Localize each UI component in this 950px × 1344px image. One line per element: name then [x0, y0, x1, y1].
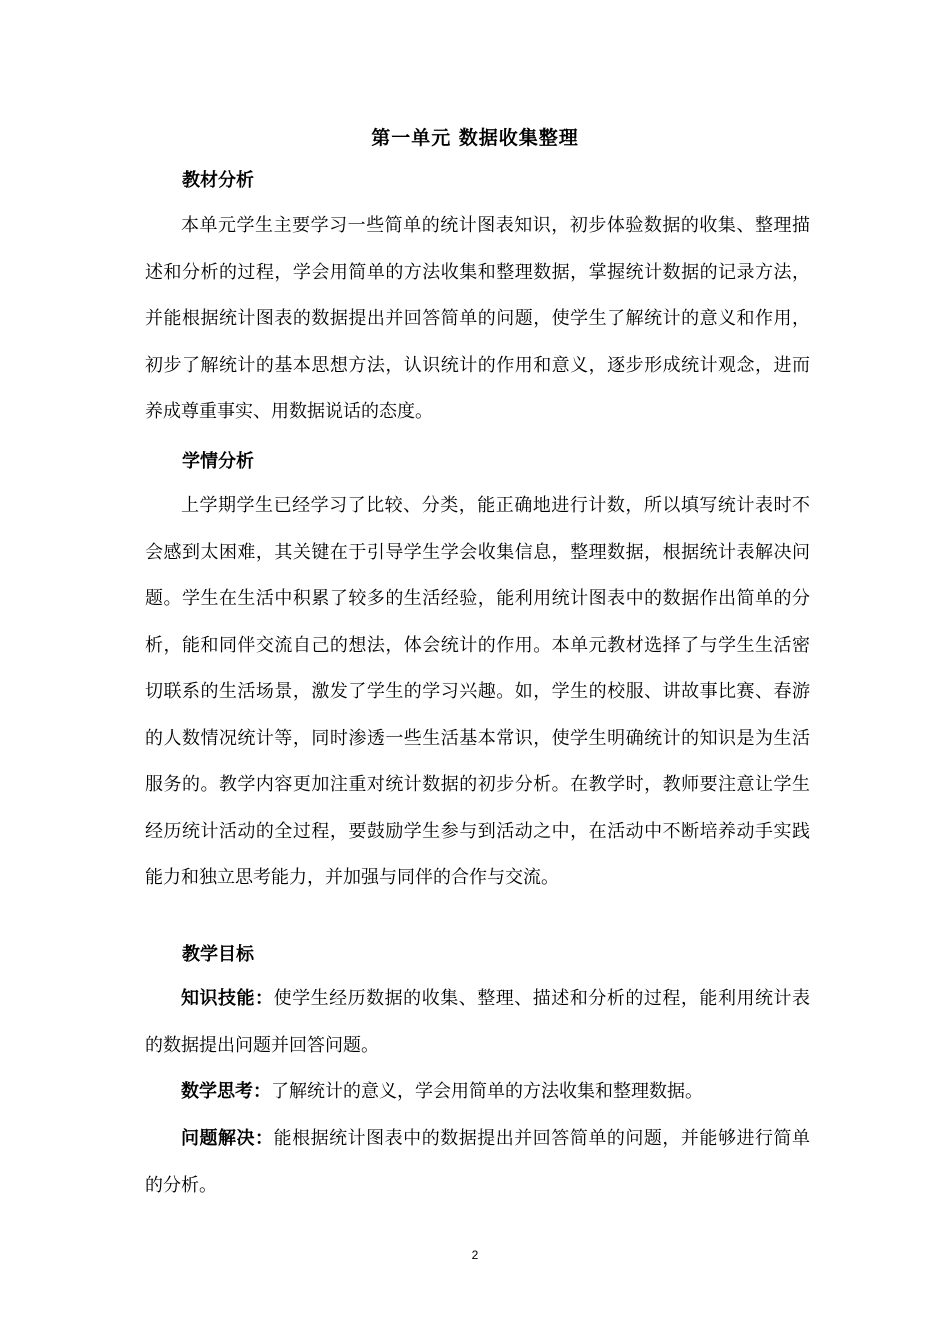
- page-number: 2: [471, 1248, 479, 1262]
- paragraph-student-analysis: 上学期学生已经学习了比较、分类，能正确地进行计数，所以填写统计表时不会感到太困难，其关键在于引导学生学会收集信息，整理数据，根据统计表解决问题。学生在生活中积累了较多的生活经验，能利用统计图表中的数据作出简单的分析，能和同伴交流自己的想法，体会统计的作用。本单元教材选择了与学生生活密切联系的生活场景，激发了学生的学习兴趣。如，学生的校服、讲故事比赛、春游的人数情况统计等，同时渗透一些生活基本常识，使学生明确统计的知识是为生活服务的。教学内容更加注重对统计数据的初步分析。在教学时，教师要注意让学生经历统计活动的全过程，要鼓励学生参与到活动之中，在活动中不断培养动手实践能力和独立思考能力，并加强与同伴的合作与交流。: [145, 495, 810, 888]
- paragraph-textbook-analysis: 本单元学生主要学习一些简单的统计图表知识，初步体验数据的收集、整理描述和分析的过程，学会用简单的方法收集和整理数据，掌握统计数据的记录方法，并能根据统计图表的数据提出并回答简单的问题，使学生了解统计的意义和作用，初步了解统计的基本思想方法，认识统计的作用和意义，逐步形成统计观念，进而养成尊重事实、用数据说话的态度。: [145, 215, 810, 422]
- goal-label: 数学思考：: [181, 1081, 271, 1102]
- goal-math-thinking: [145, 1069, 810, 1116]
- goal-knowledge-skills: [145, 976, 810, 1069]
- goal-text: 了解统计的意义，学会用简单的方法收集和整理数据。: [271, 1081, 703, 1102]
- section-heading-student-analysis: 学情分析: [182, 451, 254, 472]
- goal-text: 使学生经历数据的收集、整理、描述和分析的过程，能利用统计表的数据提出问题并回答问题。: [145, 988, 810, 1056]
- goal-label: 知识技能：: [181, 988, 274, 1009]
- goal-problem-solving: [145, 1116, 810, 1209]
- goal-label: 问题解决：: [181, 1128, 274, 1149]
- section-heading-teaching-goals: 教学目标: [182, 944, 254, 965]
- section-heading-textbook-analysis: 教材分析: [182, 170, 254, 191]
- document-title: 第一单元 数据收集整理: [371, 127, 579, 149]
- goal-text: 能根据统计图表中的数据提出并回答简单的问题，并能够进行简单的分析。: [145, 1128, 810, 1196]
